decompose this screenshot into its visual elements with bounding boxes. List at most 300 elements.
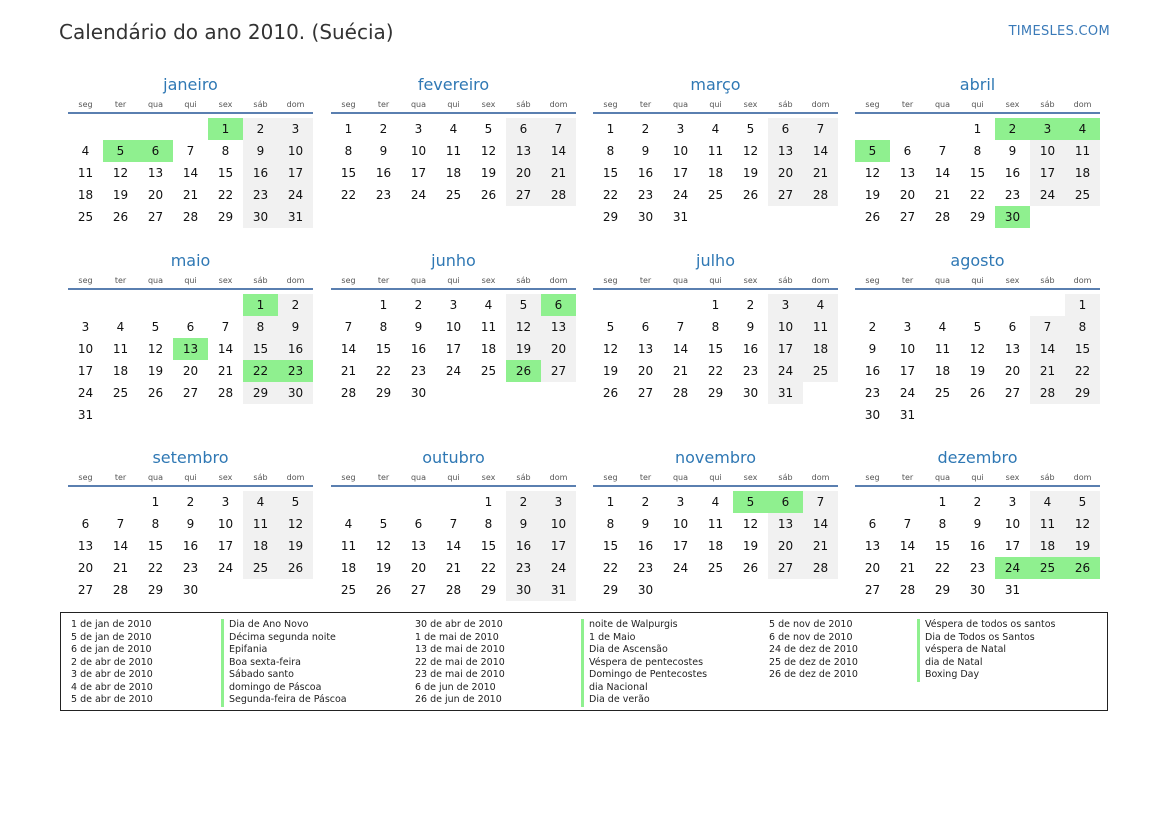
day-cell[interactable]: 20 <box>410 561 427 575</box>
day-cell[interactable]: 4 <box>484 298 493 312</box>
day-cell[interactable]: 2 <box>641 495 650 509</box>
day-cell[interactable]: 18 <box>707 539 724 553</box>
day-cell[interactable]: 30 <box>243 206 278 228</box>
day-cell[interactable]: 14 <box>340 342 357 356</box>
day-cell[interactable]: 11 <box>340 539 357 553</box>
day-cell[interactable]: 13 <box>864 539 881 553</box>
day-cell[interactable]: 31 <box>768 382 803 404</box>
day-cell[interactable]: 1 <box>711 298 720 312</box>
day-cell[interactable]: 21 <box>112 561 129 575</box>
day-cell[interactable]: 26 <box>147 386 164 400</box>
day-cell[interactable]: 6 <box>81 517 90 531</box>
day-cell[interactable]: 4 <box>1030 491 1065 513</box>
day-cell[interactable]: 20 <box>768 535 803 557</box>
day-cell[interactable]: 27 <box>506 184 541 206</box>
day-cell[interactable]: 16 <box>1004 166 1021 180</box>
day-cell[interactable]: 5 <box>606 320 615 334</box>
day-cell[interactable]: 1 <box>208 118 243 140</box>
day-cell[interactable]: 25 <box>707 561 724 575</box>
day-cell[interactable]: 10 <box>217 517 234 531</box>
day-cell[interactable]: 25 <box>445 188 462 202</box>
day-cell[interactable]: 23 <box>375 188 392 202</box>
day-cell[interactable]: 6 <box>903 144 912 158</box>
day-cell[interactable]: 18 <box>445 166 462 180</box>
day-cell[interactable]: 12 <box>602 342 619 356</box>
day-cell[interactable]: 6 <box>868 517 877 531</box>
day-cell[interactable]: 22 <box>147 561 164 575</box>
day-cell[interactable]: 10 <box>899 342 916 356</box>
day-cell[interactable]: 24 <box>899 386 916 400</box>
day-cell[interactable]: 3 <box>81 320 90 334</box>
day-cell[interactable]: 20 <box>864 561 881 575</box>
day-cell[interactable]: 20 <box>182 364 199 378</box>
day-cell[interactable]: 9 <box>506 513 541 535</box>
day-cell[interactable]: 10 <box>410 144 427 158</box>
day-cell[interactable]: 8 <box>484 517 493 531</box>
day-cell[interactable]: 20 <box>637 364 654 378</box>
day-cell[interactable]: 22 <box>375 364 392 378</box>
day-cell[interactable]: 4 <box>938 320 947 334</box>
day-cell[interactable]: 15 <box>147 539 164 553</box>
day-cell[interactable]: 31 <box>278 206 313 228</box>
day-cell[interactable]: 10 <box>768 316 803 338</box>
day-cell[interactable]: 24 <box>541 557 576 579</box>
day-cell[interactable]: 28 <box>340 386 357 400</box>
day-cell[interactable]: 10 <box>445 320 462 334</box>
day-cell[interactable]: 19 <box>375 561 392 575</box>
day-cell[interactable]: 7 <box>344 320 353 334</box>
day-cell[interactable]: 21 <box>803 535 838 557</box>
day-cell[interactable]: 20 <box>768 162 803 184</box>
day-cell[interactable]: 30 <box>410 386 427 400</box>
day-cell[interactable]: 27 <box>864 583 881 597</box>
day-cell[interactable]: 7 <box>903 517 912 531</box>
day-cell[interactable]: 5 <box>151 320 160 334</box>
day-cell[interactable]: 26 <box>375 583 392 597</box>
day-cell[interactable]: 20 <box>1004 364 1021 378</box>
day-cell[interactable]: 8 <box>606 517 615 531</box>
day-cell[interactable]: 28 <box>112 583 129 597</box>
day-cell[interactable]: 24 <box>768 360 803 382</box>
day-cell[interactable]: 9 <box>186 517 195 531</box>
day-cell[interactable]: 1 <box>973 122 982 136</box>
day-cell[interactable]: 1 <box>243 294 278 316</box>
day-cell[interactable]: 11 <box>934 342 951 356</box>
day-cell[interactable]: 7 <box>938 144 947 158</box>
day-cell[interactable]: 6 <box>414 517 423 531</box>
day-cell[interactable]: 11 <box>480 320 497 334</box>
day-cell[interactable]: 27 <box>1004 386 1021 400</box>
day-cell[interactable]: 5 <box>379 517 388 531</box>
day-cell[interactable]: 27 <box>768 557 803 579</box>
day-cell[interactable]: 16 <box>637 166 654 180</box>
day-cell[interactable]: 25 <box>243 557 278 579</box>
day-cell[interactable]: 7 <box>676 320 685 334</box>
day-cell[interactable]: 2 <box>243 118 278 140</box>
day-cell[interactable]: 16 <box>278 338 313 360</box>
day-cell[interactable]: 15 <box>243 338 278 360</box>
day-cell[interactable]: 12 <box>480 144 497 158</box>
day-cell[interactable]: 13 <box>768 513 803 535</box>
day-cell[interactable]: 3 <box>278 118 313 140</box>
day-cell[interactable]: 24 <box>77 386 94 400</box>
day-cell[interactable]: 16 <box>375 166 392 180</box>
day-cell[interactable]: 21 <box>340 364 357 378</box>
day-cell[interactable]: 12 <box>864 166 881 180</box>
day-cell[interactable]: 26 <box>742 188 759 202</box>
day-cell[interactable]: 21 <box>217 364 234 378</box>
day-cell[interactable]: 6 <box>768 118 803 140</box>
day-cell[interactable]: 10 <box>278 140 313 162</box>
day-cell[interactable]: 2 <box>746 298 755 312</box>
day-cell[interactable]: 15 <box>217 166 234 180</box>
day-cell[interactable]: 16 <box>864 364 881 378</box>
day-cell[interactable]: 23 <box>969 561 986 575</box>
day-cell[interactable]: 11 <box>1065 140 1100 162</box>
day-cell[interactable]: 1 <box>344 122 353 136</box>
day-cell[interactable]: 25 <box>803 360 838 382</box>
day-cell[interactable]: 27 <box>77 583 94 597</box>
day-cell[interactable]: 16 <box>182 539 199 553</box>
day-cell[interactable]: 15 <box>969 166 986 180</box>
day-cell[interactable]: 6 <box>641 320 650 334</box>
day-cell[interactable]: 18 <box>707 166 724 180</box>
day-cell[interactable]: 21 <box>541 162 576 184</box>
day-cell[interactable]: 17 <box>899 364 916 378</box>
day-cell[interactable]: 27 <box>768 184 803 206</box>
day-cell[interactable]: 17 <box>278 162 313 184</box>
day-cell[interactable]: 24 <box>217 561 234 575</box>
day-cell[interactable]: 2 <box>868 320 877 334</box>
day-cell[interactable]: 5 <box>484 122 493 136</box>
day-cell[interactable]: 20 <box>77 561 94 575</box>
day-cell[interactable]: 28 <box>217 386 234 400</box>
day-cell[interactable]: 28 <box>672 386 689 400</box>
day-cell[interactable]: 19 <box>742 539 759 553</box>
day-cell[interactable]: 27 <box>410 583 427 597</box>
day-cell[interactable]: 9 <box>414 320 423 334</box>
day-cell[interactable]: 7 <box>803 491 838 513</box>
day-cell[interactable]: 13 <box>1004 342 1021 356</box>
day-cell[interactable]: 8 <box>711 320 720 334</box>
day-cell[interactable]: 5 <box>1065 491 1100 513</box>
day-cell[interactable]: 19 <box>969 364 986 378</box>
day-cell[interactable]: 18 <box>112 364 129 378</box>
day-cell[interactable]: 7 <box>221 320 230 334</box>
day-cell[interactable]: 13 <box>77 539 94 553</box>
day-cell[interactable]: 3 <box>414 122 423 136</box>
day-cell[interactable]: 9 <box>379 144 388 158</box>
day-cell[interactable]: 14 <box>182 166 199 180</box>
day-cell[interactable]: 15 <box>480 539 497 553</box>
day-cell[interactable]: 3 <box>221 495 230 509</box>
day-cell[interactable]: 1 <box>1065 294 1100 316</box>
day-cell[interactable]: 15 <box>1065 338 1100 360</box>
day-cell[interactable]: 28 <box>803 557 838 579</box>
day-cell[interactable]: 10 <box>77 342 94 356</box>
day-cell[interactable]: 17 <box>77 364 94 378</box>
day-cell[interactable]: 16 <box>506 535 541 557</box>
day-cell[interactable]: 14 <box>672 342 689 356</box>
day-cell[interactable]: 21 <box>672 364 689 378</box>
day-cell[interactable]: 17 <box>672 166 689 180</box>
day-cell[interactable]: 2 <box>414 298 423 312</box>
day-cell[interactable]: 17 <box>1030 162 1065 184</box>
day-cell[interactable]: 30 <box>864 408 881 422</box>
day-cell[interactable]: 26 <box>602 386 619 400</box>
day-cell[interactable]: 4 <box>803 294 838 316</box>
day-cell[interactable]: 4 <box>711 122 720 136</box>
day-cell[interactable]: 26 <box>112 210 129 224</box>
day-cell[interactable]: 7 <box>541 118 576 140</box>
day-cell[interactable]: 25 <box>480 364 497 378</box>
day-cell[interactable]: 8 <box>243 316 278 338</box>
day-cell[interactable]: 30 <box>506 579 541 601</box>
day-cell[interactable]: 9 <box>641 144 650 158</box>
day-cell[interactable]: 31 <box>1004 583 1021 597</box>
day-cell[interactable]: 29 <box>969 210 986 224</box>
day-cell[interactable]: 30 <box>742 386 759 400</box>
day-cell[interactable]: 1 <box>379 298 388 312</box>
day-cell[interactable]: 22 <box>969 188 986 202</box>
day-cell[interactable]: 13 <box>506 140 541 162</box>
day-cell[interactable]: 13 <box>768 140 803 162</box>
day-cell[interactable]: 11 <box>1030 513 1065 535</box>
day-cell[interactable]: 31 <box>899 408 916 422</box>
day-cell[interactable]: 14 <box>803 140 838 162</box>
day-cell[interactable]: 25 <box>707 188 724 202</box>
day-cell[interactable]: 5 <box>733 491 768 513</box>
day-cell[interactable]: 19 <box>602 364 619 378</box>
day-cell[interactable]: 4 <box>449 122 458 136</box>
day-cell[interactable]: 23 <box>742 364 759 378</box>
day-cell[interactable]: 5 <box>278 491 313 513</box>
day-cell[interactable]: 30 <box>995 206 1030 228</box>
day-cell[interactable]: 22 <box>217 188 234 202</box>
day-cell[interactable]: 7 <box>803 118 838 140</box>
day-cell[interactable]: 7 <box>1030 316 1065 338</box>
day-cell[interactable]: 17 <box>672 539 689 553</box>
day-cell[interactable]: 22 <box>1065 360 1100 382</box>
day-cell[interactable]: 19 <box>742 166 759 180</box>
day-cell[interactable]: 8 <box>151 517 160 531</box>
day-cell[interactable]: 2 <box>278 294 313 316</box>
day-cell[interactable]: 10 <box>541 513 576 535</box>
day-cell[interactable]: 4 <box>711 495 720 509</box>
day-cell[interactable]: 25 <box>340 583 357 597</box>
day-cell[interactable]: 3 <box>676 122 685 136</box>
day-cell[interactable]: 4 <box>344 517 353 531</box>
day-cell[interactable]: 26 <box>969 386 986 400</box>
day-cell[interactable]: 25 <box>112 386 129 400</box>
day-cell[interactable]: 31 <box>672 210 689 224</box>
day-cell[interactable]: 23 <box>1004 188 1021 202</box>
day-cell[interactable]: 22 <box>934 561 951 575</box>
day-cell[interactable]: 1 <box>938 495 947 509</box>
brand-link[interactable]: TIMESLES.COM <box>1008 24 1110 39</box>
day-cell[interactable]: 23 <box>864 386 881 400</box>
day-cell[interactable]: 1 <box>484 495 493 509</box>
day-cell[interactable]: 26 <box>480 188 497 202</box>
day-cell[interactable]: 24 <box>995 557 1030 579</box>
day-cell[interactable]: 12 <box>1065 513 1100 535</box>
day-cell[interactable]: 25 <box>77 210 94 224</box>
day-cell[interactable]: 12 <box>506 316 541 338</box>
day-cell[interactable]: 1 <box>606 122 615 136</box>
day-cell[interactable]: 26 <box>864 210 881 224</box>
day-cell[interactable]: 8 <box>344 144 353 158</box>
day-cell[interactable]: 11 <box>445 144 462 158</box>
day-cell[interactable]: 28 <box>182 210 199 224</box>
day-cell[interactable]: 2 <box>186 495 195 509</box>
day-cell[interactable]: 3 <box>1030 118 1065 140</box>
day-cell[interactable]: 12 <box>147 342 164 356</box>
day-cell[interactable]: 29 <box>375 386 392 400</box>
day-cell[interactable]: 12 <box>969 342 986 356</box>
day-cell[interactable]: 13 <box>541 316 576 338</box>
day-cell[interactable]: 14 <box>112 539 129 553</box>
day-cell[interactable]: 5 <box>973 320 982 334</box>
day-cell[interactable]: 14 <box>217 342 234 356</box>
day-cell[interactable]: 20 <box>147 188 164 202</box>
day-cell[interactable]: 18 <box>803 338 838 360</box>
day-cell[interactable]: 19 <box>147 364 164 378</box>
day-cell[interactable]: 17 <box>541 535 576 557</box>
day-cell[interactable]: 23 <box>637 188 654 202</box>
day-cell[interactable]: 29 <box>602 210 619 224</box>
day-cell[interactable]: 6 <box>541 294 576 316</box>
day-cell[interactable]: 29 <box>707 386 724 400</box>
day-cell[interactable]: 20 <box>541 338 576 360</box>
day-cell[interactable]: 15 <box>934 539 951 553</box>
day-cell[interactable]: 23 <box>182 561 199 575</box>
day-cell[interactable]: 3 <box>676 495 685 509</box>
day-cell[interactable]: 4 <box>1065 118 1100 140</box>
day-cell[interactable]: 25 <box>1030 557 1065 579</box>
day-cell[interactable]: 24 <box>410 188 427 202</box>
day-cell[interactable]: 27 <box>637 386 654 400</box>
day-cell[interactable]: 17 <box>217 539 234 553</box>
day-cell[interactable]: 30 <box>637 210 654 224</box>
day-cell[interactable]: 30 <box>637 583 654 597</box>
day-cell[interactable]: 8 <box>606 144 615 158</box>
day-cell[interactable]: 4 <box>243 491 278 513</box>
day-cell[interactable]: 13 <box>899 166 916 180</box>
day-cell[interactable]: 29 <box>147 583 164 597</box>
day-cell[interactable]: 18 <box>480 342 497 356</box>
day-cell[interactable]: 21 <box>182 188 199 202</box>
day-cell[interactable]: 7 <box>116 517 125 531</box>
day-cell[interactable]: 26 <box>742 561 759 575</box>
day-cell[interactable]: 21 <box>1030 360 1065 382</box>
day-cell[interactable]: 19 <box>1065 535 1100 557</box>
day-cell[interactable]: 16 <box>969 539 986 553</box>
day-cell[interactable]: 27 <box>899 210 916 224</box>
day-cell[interactable]: 15 <box>375 342 392 356</box>
day-cell[interactable]: 22 <box>340 188 357 202</box>
day-cell[interactable]: 12 <box>112 166 129 180</box>
day-cell[interactable]: 6 <box>1008 320 1017 334</box>
day-cell[interactable]: 8 <box>379 320 388 334</box>
day-cell[interactable]: 19 <box>278 535 313 557</box>
day-cell[interactable]: 2 <box>995 118 1030 140</box>
day-cell[interactable]: 28 <box>1030 382 1065 404</box>
day-cell[interactable]: 30 <box>969 583 986 597</box>
day-cell[interactable]: 23 <box>506 557 541 579</box>
day-cell[interactable]: 21 <box>899 561 916 575</box>
day-cell[interactable]: 24 <box>1030 184 1065 206</box>
day-cell[interactable]: 5 <box>855 140 890 162</box>
day-cell[interactable]: 30 <box>278 382 313 404</box>
day-cell[interactable]: 23 <box>410 364 427 378</box>
day-cell[interactable]: 14 <box>1030 338 1065 360</box>
day-cell[interactable]: 24 <box>672 188 689 202</box>
day-cell[interactable]: 9 <box>641 517 650 531</box>
day-cell[interactable]: 19 <box>480 166 497 180</box>
day-cell[interactable]: 24 <box>445 364 462 378</box>
day-cell[interactable]: 24 <box>278 184 313 206</box>
day-cell[interactable]: 28 <box>445 583 462 597</box>
day-cell[interactable]: 8 <box>938 517 947 531</box>
day-cell[interactable]: 29 <box>243 382 278 404</box>
day-cell[interactable]: 18 <box>77 188 94 202</box>
day-cell[interactable]: 10 <box>1030 140 1065 162</box>
day-cell[interactable]: 24 <box>672 561 689 575</box>
day-cell[interactable]: 22 <box>602 188 619 202</box>
day-cell[interactable]: 2 <box>641 122 650 136</box>
day-cell[interactable]: 18 <box>340 561 357 575</box>
day-cell[interactable]: 19 <box>864 188 881 202</box>
day-cell[interactable]: 28 <box>934 210 951 224</box>
day-cell[interactable]: 18 <box>934 364 951 378</box>
day-cell[interactable]: 13 <box>173 338 208 360</box>
day-cell[interactable]: 18 <box>1030 535 1065 557</box>
day-cell[interactable]: 25 <box>934 386 951 400</box>
day-cell[interactable]: 23 <box>637 561 654 575</box>
day-cell[interactable]: 11 <box>243 513 278 535</box>
day-cell[interactable]: 8 <box>1065 316 1100 338</box>
day-cell[interactable]: 23 <box>278 360 313 382</box>
day-cell[interactable]: 3 <box>449 298 458 312</box>
day-cell[interactable]: 12 <box>278 513 313 535</box>
day-cell[interactable]: 3 <box>541 491 576 513</box>
day-cell[interactable]: 28 <box>541 184 576 206</box>
day-cell[interactable]: 30 <box>182 583 199 597</box>
day-cell[interactable]: 13 <box>410 539 427 553</box>
day-cell[interactable]: 3 <box>903 320 912 334</box>
day-cell[interactable]: 9 <box>243 140 278 162</box>
day-cell[interactable]: 5 <box>103 140 138 162</box>
day-cell[interactable]: 21 <box>934 188 951 202</box>
day-cell[interactable]: 22 <box>707 364 724 378</box>
day-cell[interactable]: 2 <box>973 495 982 509</box>
day-cell[interactable]: 1 <box>151 495 160 509</box>
day-cell[interactable]: 6 <box>138 140 173 162</box>
day-cell[interactable]: 16 <box>637 539 654 553</box>
day-cell[interactable]: 6 <box>768 491 803 513</box>
day-cell[interactable]: 29 <box>1065 382 1100 404</box>
day-cell[interactable]: 11 <box>707 517 724 531</box>
day-cell[interactable]: 14 <box>445 539 462 553</box>
day-cell[interactable]: 10 <box>1004 517 1021 531</box>
day-cell[interactable]: 26 <box>278 557 313 579</box>
day-cell[interactable]: 16 <box>410 342 427 356</box>
day-cell[interactable]: 8 <box>973 144 982 158</box>
day-cell[interactable]: 16 <box>742 342 759 356</box>
day-cell[interactable]: 3 <box>1008 495 1017 509</box>
day-cell[interactable]: 20 <box>899 188 916 202</box>
day-cell[interactable]: 29 <box>217 210 234 224</box>
